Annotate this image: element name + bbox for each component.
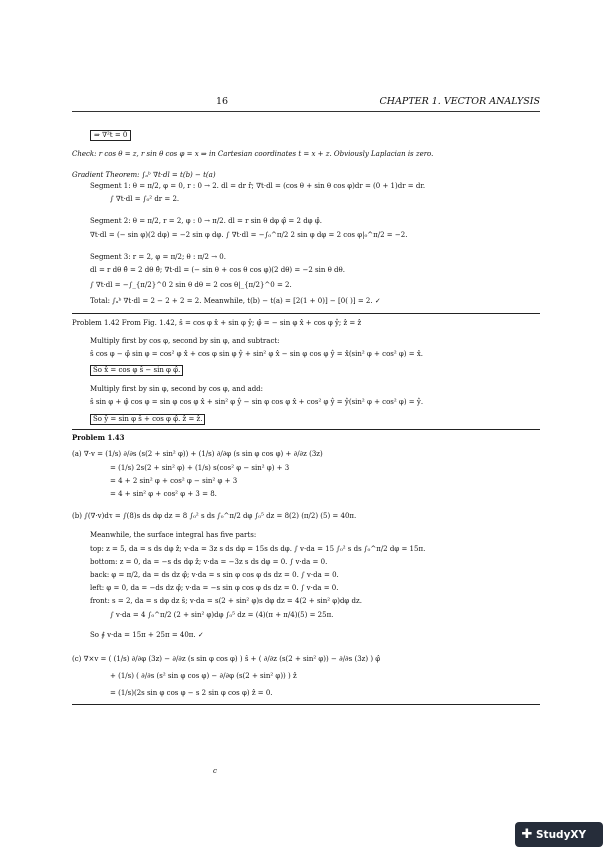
x-hat-derivation: ŝ cos φ − φ̂ sin φ = cos² φ x̂ + cos φ sin φ ŷ + sin² φ x̂ − sin φ cos φ ŷ = x̂(sin² φ + cos² φ) = x̂. [90, 350, 424, 358]
segment-1-integral: ∫ ∇t·dl = ∫₀² dr = 2. [110, 195, 180, 203]
segment-2: Segment 2: θ = π/2, r = 2, φ : 0 → π/2. dl = r sin θ dφ φ̂ = 2 dφ φ̂. [90, 217, 322, 225]
part-a-divergence: (a) ∇·v = (1/s) ∂/∂s (s(2 + sin² φ)) + (1/s) ∂/∂φ (s sin φ cos φ) + ∂/∂z (3z) [72, 450, 323, 458]
page-header [72, 96, 540, 110]
surface-back: back: φ = π/2, da = ds dz φ̂; v·da = s sin φ cos φ ds dz = 0. ∫ v·da = 0. [90, 571, 339, 579]
rule-1-42 [72, 313, 540, 314]
bottom-rule [72, 704, 540, 705]
part-b-meanwhile: Meanwhile, the surface integral has five parts: [90, 531, 257, 539]
surface-top: top: z = 5, da = s ds dφ ẑ; v·da = 3z s ds dφ = 15s ds dφ. ∫ v·da = 15 ∫₀² s ds ∫₀^π/2 dφ = 15π. [90, 545, 426, 553]
surface-front: front: s = 2, da = s dφ dz ŝ; v·da = s(2 + sin² φ)s dφ dz = 4(2 + sin² φ)dφ dz. [90, 597, 362, 605]
part-c-curl: (c) ∇×v = ( (1/s) ∂/∂φ (3z) − ∂/∂z (s sin φ cos φ) ) ŝ + ( ∂/∂z (s(2 + sin² φ)) − ∂/∂s (3z) ) φ̂ [72, 655, 381, 663]
y-hat-result: So ŷ = sin φ ŝ + cos φ φ̂. ẑ = ẑ. [90, 414, 205, 425]
part-b-volume-integral: (b) ∫(∇·v)dτ = ∫(8)s ds dφ dz = 8 ∫₀² s ds ∫₀^π/2 dφ ∫₀⁵ dz = 8(2) (π/2) (5) = 40π. [72, 512, 357, 520]
part-a-step-2: = 4 + 2 sin² φ + cos² φ − sin² φ + 3 [110, 477, 238, 485]
multiply-instruction-2: Multiply first by sin φ, second by cos φ, and add: [90, 385, 264, 393]
footer-mark: c [213, 767, 217, 775]
surface-total: So ∮ v·da = 15π + 25π = 40π. ✓ [90, 631, 204, 639]
page-number: 16 [216, 96, 229, 107]
segment-3-integral: ∫ ∇t·dl = −∫_{π/2}^0 2 sin θ dθ = 2 cos θ|_{π/2}^0 = 2. [90, 281, 292, 289]
multiply-instruction-1: Multiply first by cos φ, second by sin φ, and subtract: [90, 337, 280, 345]
surface-bottom: bottom: z = 0, da = −s ds dφ ẑ; v·da = −3z s ds dφ = 0. ∫ v·da = 0. [90, 558, 328, 566]
surface-left: left: φ = 0, da = −ds dz φ̂; v·da = −s sin φ cos φ ds dz = 0. ∫ v·da = 0. [90, 584, 339, 592]
part-c-step: + (1/s) ( ∂/∂s (s² sin φ cos φ) − ∂/∂φ (s(2 + sin² φ)) ) ẑ [110, 672, 297, 680]
x-hat-result: So x̂ = cos φ ŝ − sin φ φ̂. [90, 365, 183, 376]
total-line: Total: ∫ₐᵇ ∇t·dl = 2 − 2 + 2 = 2. Meanwhile, t(b) − t(a) = [2(1 + 0)] − [0( )] = 2. ✓ [90, 297, 381, 305]
segment-2-integral: ∇t·dl = (− sin φ)(2 dφ) = −2 sin φ dφ. ∫ ∇t·dl = −∫₀^π/2 2 sin φ dφ = 2 cos φ|₀^π/2 = −2. [90, 231, 408, 239]
chapter-title: CHAPTER 1. VECTOR ANALYSIS [379, 96, 540, 107]
studyxy-badge[interactable] [515, 822, 603, 847]
check-line: Check: r cos θ = z, r sin θ cos φ = x ⇒ in Cartesian coordinates t = x + z. Obviously Laplacian is zero. [72, 150, 434, 158]
brand-label: StudyXY [536, 829, 587, 841]
surface-front-integral: ∫ v·da = 4 ∫₀^π/2 (2 + sin² φ)dφ ∫₀⁵ dz = (4)(π + π/4)(5) = 25π. [110, 611, 334, 619]
plus-icon: ✚ [521, 827, 533, 842]
y-hat-derivation: ŝ sin φ + φ̂ cos φ = sin φ cos φ x̂ + sin² φ ŷ − sin φ cos φ x̂ + cos² φ ŷ = ŷ(sin² φ + cos² φ) = ŷ. [90, 398, 424, 406]
problem-1-42-title: Problem 1.42 From Fig. 1.42, ŝ = cos φ x̂ + sin φ ŷ; φ̂ = − sin φ x̂ + cos φ ŷ; ẑ = ẑ [72, 319, 362, 327]
segment-3: Segment 3: r = 2, φ = π/2; θ : π/2 → 0. [90, 253, 226, 261]
rule-1-43 [72, 429, 540, 430]
header-rule [72, 111, 540, 112]
part-a-result: = 4 + sin² φ + cos² φ + 3 = 8. [110, 490, 217, 498]
part-a-step-1: = (1/s) 2s(2 + sin² φ) + (1/s) s(cos² φ − sin² φ) + 3 [110, 464, 290, 472]
segment-1: Segment 1: θ = π/2, φ = 0, r : 0 → 2. dl = dr r̂; ∇t·dl = (cos θ + sin θ cos φ)dr = (0 + 1)dr = dr. [90, 182, 426, 190]
part-c-result: = (1/s)(2s sin φ cos φ − s 2 sin φ cos φ) ẑ = 0. [110, 689, 273, 697]
segment-3-dl: dl = r dθ θ̂ = 2 dθ θ̂; ∇t·dl = (− sin θ + cos θ cos φ)(2 dθ) = −2 sin θ dθ. [90, 266, 345, 274]
gradient-theorem: Gradient Theorem: ∫ₐᵇ ∇t·dl = t(b) − t(a) [72, 171, 216, 179]
problem-1-43-title: Problem 1.43 [72, 433, 125, 442]
laplacian-result: ⇒ ∇²t = 0 [90, 130, 131, 141]
